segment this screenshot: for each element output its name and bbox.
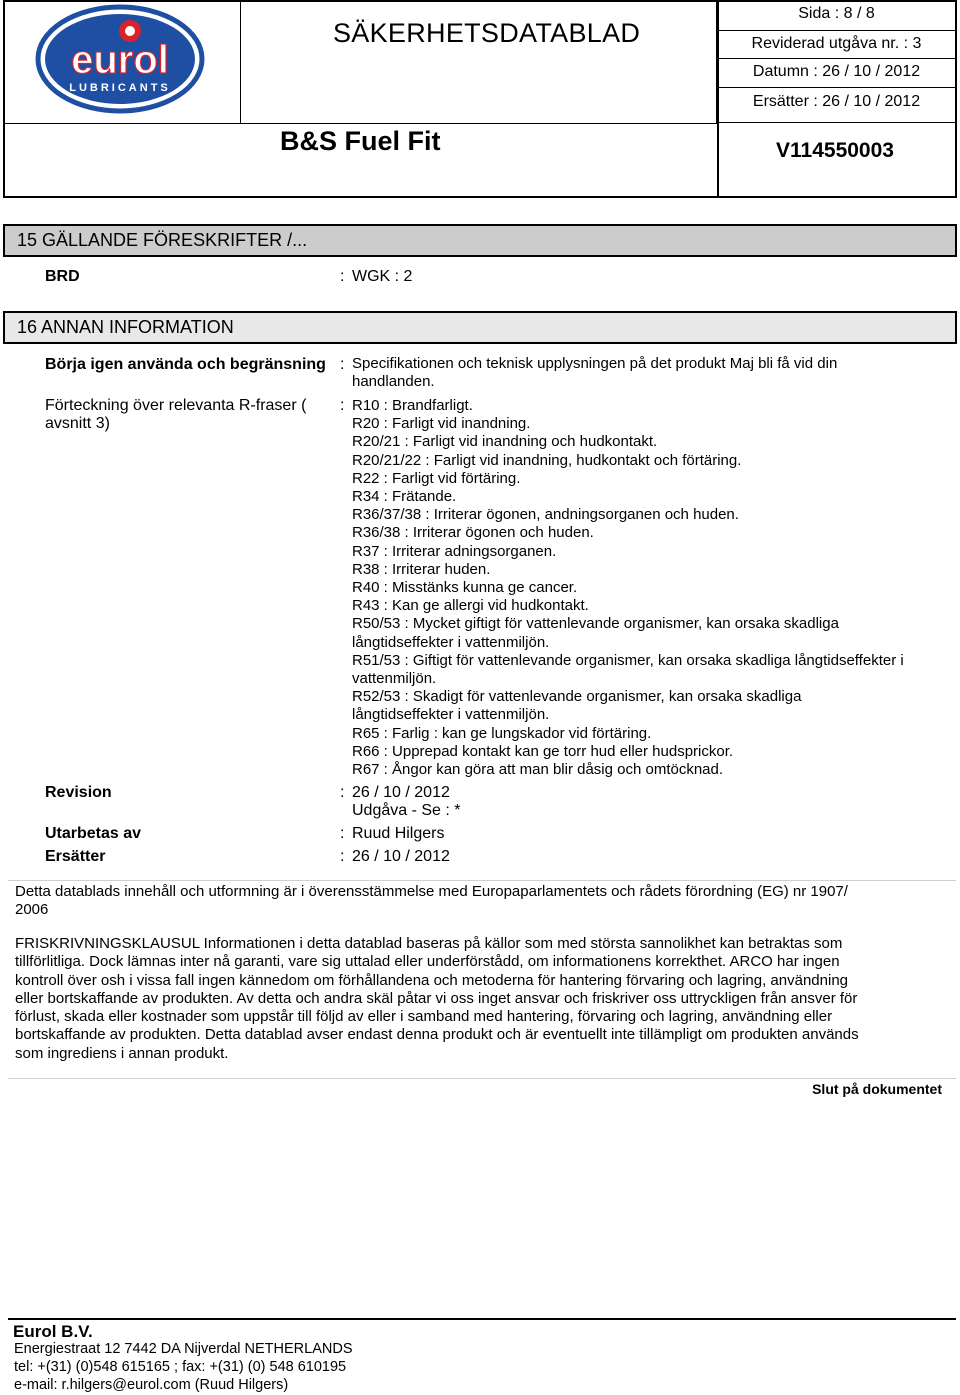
r-phrases-label-line-2: avsnitt 3) — [45, 415, 110, 432]
section-16-title: 16 ANNAN INFORMATION — [3, 311, 957, 344]
restart-value-line-2: handlanden. — [352, 373, 435, 390]
brd-value: WGK : 2 — [352, 268, 413, 285]
compliance-line-1: Detta datablads innehåll och utformning är i överensstämmelse med Europaparlamentets och rådets förordning (EG) nr 1907/ — [15, 883, 848, 900]
brd-label: BRD — [45, 268, 80, 285]
footer-phone: tel: +(31) (0)548 615165 ; fax: +(31) (0) 548 610195 — [14, 1359, 347, 1375]
r-phrase-line: R50/53 : Mycket giftigt för vattenlevande organismer, kan orsaka skadliga — [352, 615, 839, 633]
r-phrase-line: R36/38 : Irriterar ögonen och huden. — [352, 524, 594, 542]
replaces-date: Ersätter : 26 / 10 / 2012 — [752, 93, 921, 110]
r-phrase-line: R65 : Farlig : kan ge lungskador vid förtäring. — [352, 724, 652, 742]
divider — [8, 880, 956, 881]
disclaimer-line: kontroll över osh i vissa fall ingen kännedom om förhållandena och metoderna för hantering förvaring och lagring, användning — [15, 971, 849, 989]
restart-value-line-1: Specifikationen och teknisk upplysningen på det produkt Maj bli få vid din — [352, 355, 838, 372]
colon: : — [340, 397, 345, 414]
disclaimer-line: tillförlitliga. Dock lämnas inter nå garanti, vare sig uttalad eller underförstådd, om informationens korrekthet. ARCO har ingen — [15, 953, 840, 971]
r-phrase-line: långtidseffekter i vattenmiljön. — [352, 633, 550, 651]
end-of-document: Slut på dokumentet — [812, 1081, 942, 1097]
logo-subtext: LUBRICANTS — [69, 82, 171, 94]
colon: : — [340, 356, 345, 373]
r-phrase-line: R36/37/38 : Irriterar ögonen, andningsorganen och huden. — [352, 506, 739, 524]
r-phrase-line: R34 : Frätande. — [352, 488, 457, 506]
r-phrase-line: R43 : Kan ge allergi vid hudkontakt. — [352, 597, 589, 615]
r-phrase-line: R20/21/22 : Farligt vid inandning, hudkontakt och förtäring. — [352, 451, 742, 469]
footer-email: e-mail: r.hilgers@eurol.com (Ruud Hilgers) — [14, 1377, 289, 1393]
divider — [718, 122, 955, 123]
r-phrase-line: R52/53 : Skadigt för vattenlevande organismer, kan orsaka skadliga — [352, 688, 802, 706]
product-code: V114550003 — [776, 139, 894, 162]
disclaimer — [15, 935, 940, 1063]
colon: : — [340, 825, 345, 842]
prepared-by-value: Ruud Hilgers — [352, 825, 445, 842]
replaces-label: Ersätter — [45, 848, 106, 865]
r-phrase-line: vattenmiljön. — [352, 670, 437, 688]
footer-address: Energiestraat 12 7442 DA Nijverdal NETHERLANDS — [14, 1341, 353, 1357]
disclaimer-line: FRISKRIVNINGSKLAUSUL Informationen i detta datablad baseras på källor som med största sannolikhet kan betraktas som — [15, 935, 843, 952]
document-title: SÄKERHETSDATABLAD — [333, 18, 641, 48]
r-phrase-line: R38 : Irriterar huden. — [352, 560, 491, 578]
r-phrases-label-line-1: Förteckning över relevanta R-fraser ( — [45, 397, 307, 414]
restart-label: Börja igen använda och begränsning — [45, 356, 326, 373]
r-phrase-line: R51/53 : Giftigt för vattenlevande organismer, kan orsaka skadliga långtidseffekter i — [352, 651, 904, 669]
r-phrases-list — [352, 397, 952, 779]
document-date: Datumn : 26 / 10 / 2012 — [752, 63, 921, 80]
divider — [718, 58, 955, 59]
r-phrase-line: R20 : Farligt vid inandning. — [352, 415, 531, 433]
revision-edition: Udgåva - Se : * — [352, 802, 461, 819]
compliance-note — [15, 883, 940, 920]
r-phrase-line: R22 : Farligt vid förtäring. — [352, 469, 521, 487]
page-number: Sida : 8 / 8 — [798, 5, 875, 22]
logo-cell — [3, 1, 241, 124]
eurol-logo — [4, 1, 240, 123]
r-phrase-line: R67 : Ångor kan göra att man blir dåsig och omtöcknad. — [352, 761, 724, 779]
footer-divider — [8, 1318, 956, 1320]
disclaimer-line: bortskaffande av produkten. Detta datablad avser endast denna produkt och är eventuellt inte tillämpligt om produkten används — [15, 1026, 859, 1044]
product-name: B&S Fuel Fit — [280, 126, 441, 156]
compliance-line-2: 2006 — [15, 901, 49, 919]
footer-company: Eurol B.V. — [13, 1322, 93, 1341]
colon: : — [340, 784, 345, 801]
section-15-title: 15 GÄLLANDE FÖRESKRIFTER /... — [3, 224, 957, 257]
r-phrase-line: långtidseffekter i vattenmiljön. — [352, 706, 550, 724]
replaces-value: 26 / 10 / 2012 — [352, 848, 450, 865]
r-phrase-line: R10 : Brandfarligt. — [352, 397, 473, 414]
divider — [718, 87, 955, 88]
colon: : — [340, 848, 345, 865]
r-phrase-line: R66 : Upprepad kontakt kan ge torr hud eller hudsprickor. — [352, 742, 734, 760]
disclaimer-line: förlust, skada eller kostnader som uppstår till följd av eller i samband med hantering, förvaring och lagring, användning eller — [15, 1008, 833, 1026]
revision-value: 26 / 10 / 2012 — [352, 784, 450, 801]
disclaimer-line: som ingrediens i annan produkt. — [15, 1044, 229, 1062]
divider — [718, 30, 955, 31]
prepared-by-label: Utarbetas av — [45, 825, 142, 842]
colon: : — [340, 268, 345, 285]
disclaimer-line: eller bortskaffande av produkten. Av detta och andra skäl påtar vi oss inget ansvar och friskriver oss uttryckligen från ansver för — [15, 989, 858, 1007]
r-phrase-line: R37 : Irriterar adningsorganen. — [352, 542, 557, 560]
revision-label: Revision — [45, 784, 112, 801]
r-phrase-line: R40 : Misstänks kunna ge cancer. — [352, 579, 578, 597]
divider — [8, 1078, 956, 1079]
r-phrase-line: R20/21 : Farligt vid inandning och hudkontakt. — [352, 433, 658, 451]
revision-number: Reviderad utgåva nr. : 3 — [751, 35, 922, 52]
logo-text: eurol — [71, 38, 169, 82]
